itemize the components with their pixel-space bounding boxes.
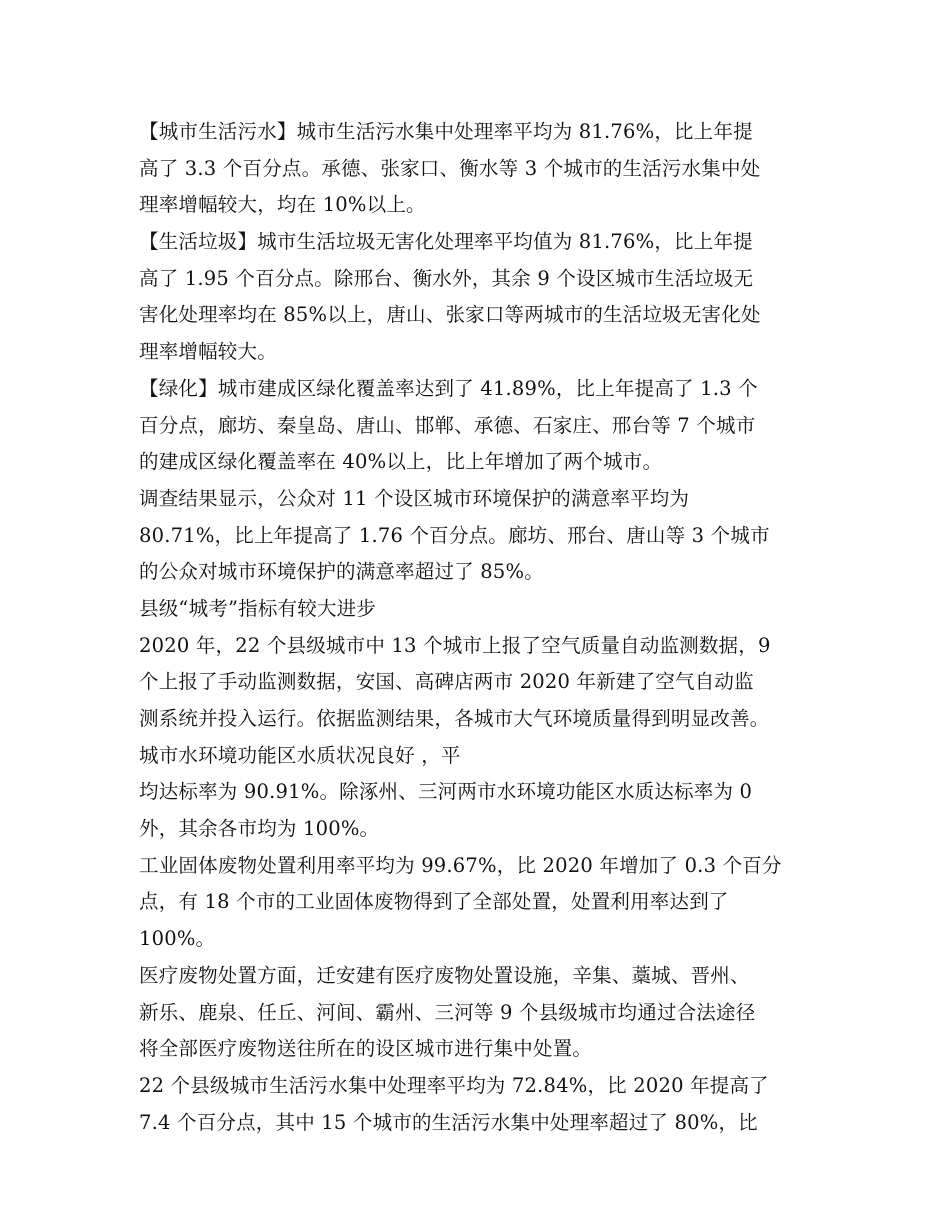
paragraph <box>139 224 819 371</box>
text-line: 100%。 <box>139 927 216 951</box>
text-line: 调查结果显示，公众对 11 个设区城市环境保护的满意率平均为 <box>139 486 690 510</box>
text-line: 2020 年，22 个县级城市中 13 个城市上报了空气质量自动监测数据，9 <box>139 633 771 657</box>
paragraph <box>139 738 819 775</box>
paragraph <box>139 114 819 224</box>
text-line: 个上报了手动监测数据，安国、高碑店两市 2020 年新建了空气自动监 <box>139 670 754 694</box>
text-line: 的建成区绿化覆盖率在 40%以上，比上年增加了两个城市。 <box>139 450 663 474</box>
text-line: 新乐、鹿泉、任丘、河间、霸州、三河等 9 个县级城市均通过合法途径 <box>139 1000 756 1024</box>
text-line: 百分点，廊坊、秦皇岛、唐山、邯郸、承德、石家庄、邢台等 7 个城市 <box>139 413 756 437</box>
paragraph <box>139 481 819 591</box>
text-line: 7.4 个百分点，其中 15 个城市的生活污水集中处理率超过了 80%，比 <box>139 1110 758 1134</box>
text-line: 均达标率为 90.91%。除涿州、三河两市水环境功能区水质达标率为 0 <box>139 780 753 804</box>
text-line: 理率增幅较大，均在 10%以上。 <box>139 193 426 217</box>
text-line: 高了 3.3 个百分点。承德、张家口、衡水等 3 个城市的生活污水集中处 <box>139 156 761 180</box>
text-line: 的公众对城市环境保护的满意率超过了 85%。 <box>139 560 544 584</box>
text-line: 高了 1.95 个百分点。除邢台、衡水外，其余 9 个设区城市生活垃圾无 <box>139 266 754 290</box>
text-line: 县级“城考”指标有较大进步 <box>139 596 377 620</box>
paragraph <box>139 774 819 847</box>
text-line: 外，其余各市均为 100%。 <box>139 817 380 841</box>
text-line: 点，有 18 个市的工业固体废物得到了全部处置，处置利用率达到了 <box>139 890 729 914</box>
text-line: 【绿化】城市建成区绿化覆盖率达到了 41.89%，比上年提高了 1.3 个 <box>139 376 758 400</box>
text-line: 城市水环境功能区水质状况良好 ，平 <box>139 743 461 767</box>
text-line: 害化处理率均在 85%以上，唐山、张家口等两城市的生活垃圾无害化处 <box>139 303 761 327</box>
text-line: 工业固体废物处置利用率平均为 99.67%，比 2020 年增加了 0.3 个百分 <box>139 853 782 877</box>
text-line: 80.71%，比上年提高了 1.76 个百分点。廊坊、邢台、唐山等 3 个城市 <box>139 523 770 547</box>
document-body <box>139 114 819 1141</box>
text-line: 医疗废物处置方面，迁安建有医疗废物处置设施，辛集、藁城、晋州、 <box>139 963 750 987</box>
text-line: 【城市生活污水】城市生活污水集中处理率平均为 81.76%，比上年提 <box>139 120 753 143</box>
paragraph <box>139 628 819 738</box>
paragraph <box>139 371 819 481</box>
text-line: 22 个县级城市生活污水集中处理率平均为 72.84%，比 2020 年提高了 <box>139 1073 769 1097</box>
text-line: 理率增幅较大。 <box>139 340 277 364</box>
text-line: 【生活垃圾】城市生活垃圾无害化处理率平均值为 81.76%，比上年提 <box>139 230 753 254</box>
paragraph <box>139 958 819 1068</box>
text-line: 测系统并投入运行。依据监测结果，各城市大气环境质量得到明显改善。 <box>139 707 770 730</box>
paragraph <box>139 848 819 958</box>
paragraph <box>139 591 819 628</box>
paragraph <box>139 1068 819 1141</box>
text-line: 将全部医疗废物送往所在的设区城市进行集中处置。 <box>139 1037 593 1061</box>
